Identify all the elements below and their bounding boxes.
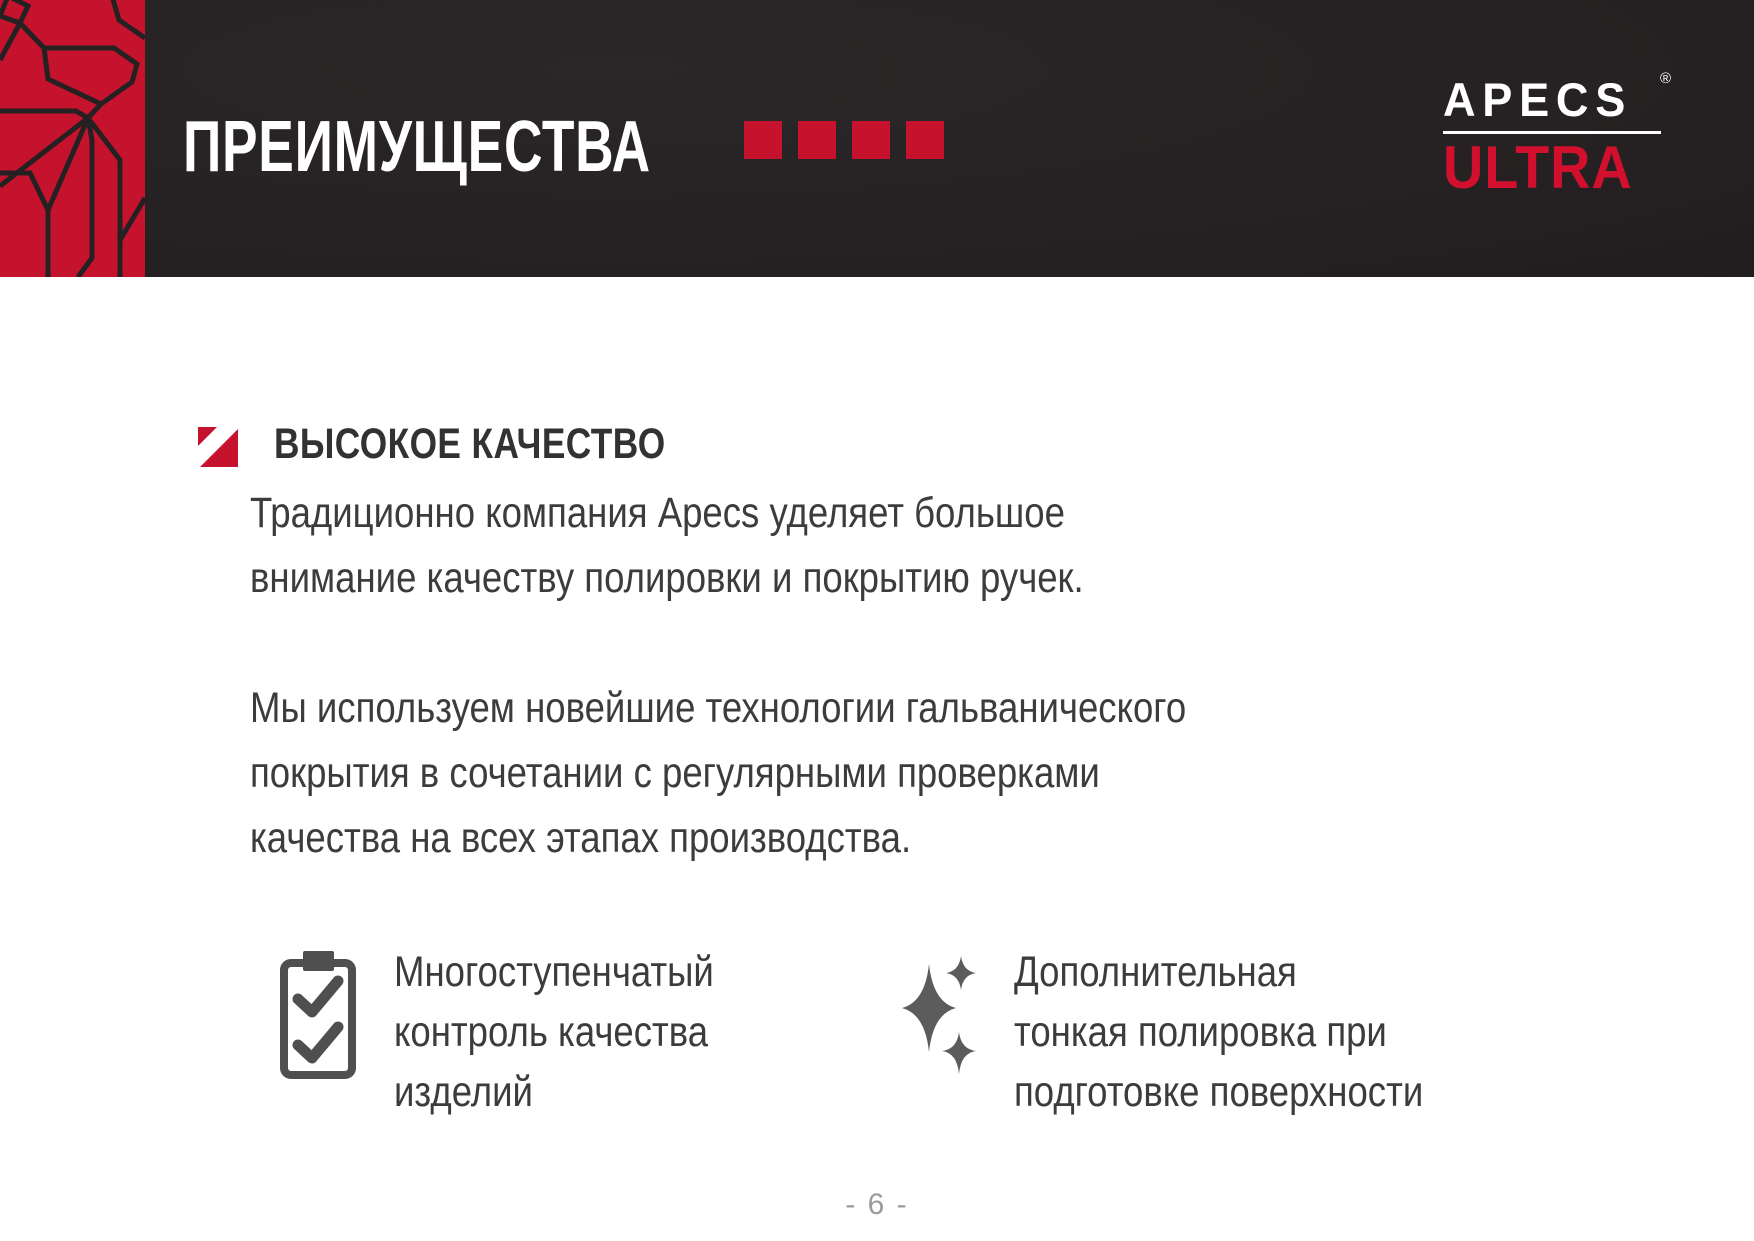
decor-square — [744, 121, 782, 159]
feature-line: подготовке поверхности — [1014, 1068, 1424, 1116]
feature-line: изделий — [394, 1068, 533, 1116]
header-band — [0, 0, 1754, 277]
feature-quality-control — [394, 942, 714, 1122]
apecs-ultra-logo — [1443, 70, 1671, 201]
paragraph-1 — [250, 481, 1084, 611]
page-number: - 6 - — [845, 1188, 909, 1221]
registered-trademark-icon: ® — [1659, 70, 1671, 87]
paragraph-line: качества на всех этапах производства. — [250, 814, 912, 862]
decor-square — [852, 121, 890, 159]
decor-square — [798, 121, 836, 159]
section-heading: ВЫСОКОЕ КАЧЕСТВО — [274, 420, 666, 468]
slide-title: ПРЕИМУЩЕСТВА — [183, 107, 651, 187]
feature-line: контроль качества — [394, 1008, 709, 1056]
sparkles-icon — [896, 948, 980, 1082]
title-decor-squares — [744, 121, 944, 159]
paragraph-line: покрытия в сочетании с регулярными проверками — [250, 749, 1100, 797]
feature-line: Дополнительная — [1014, 948, 1297, 996]
red-diagonal-bullet-icon — [198, 427, 238, 467]
feature-line: тонкая полировка при — [1014, 1008, 1387, 1056]
feature-fine-polishing — [1014, 942, 1423, 1122]
clipboard-checklist-icon — [279, 948, 357, 1080]
paragraph-line: Мы используем новейшие технологии гальванического — [250, 684, 1187, 732]
logo-sub-brand-text: ULTRA — [1443, 134, 1633, 201]
faceted-pattern-decor — [0, 0, 145, 277]
paragraph-line: Традиционно компания Apecs уделяет большое — [250, 489, 1065, 537]
feature-line: Многоступенчатый — [394, 948, 714, 996]
paragraph-line: внимание качеству полировки и покрытию ручек. — [250, 554, 1084, 602]
paragraph-2 — [250, 676, 1186, 871]
logo-brand-text: APECS — [1443, 73, 1633, 126]
decor-square — [906, 121, 944, 159]
